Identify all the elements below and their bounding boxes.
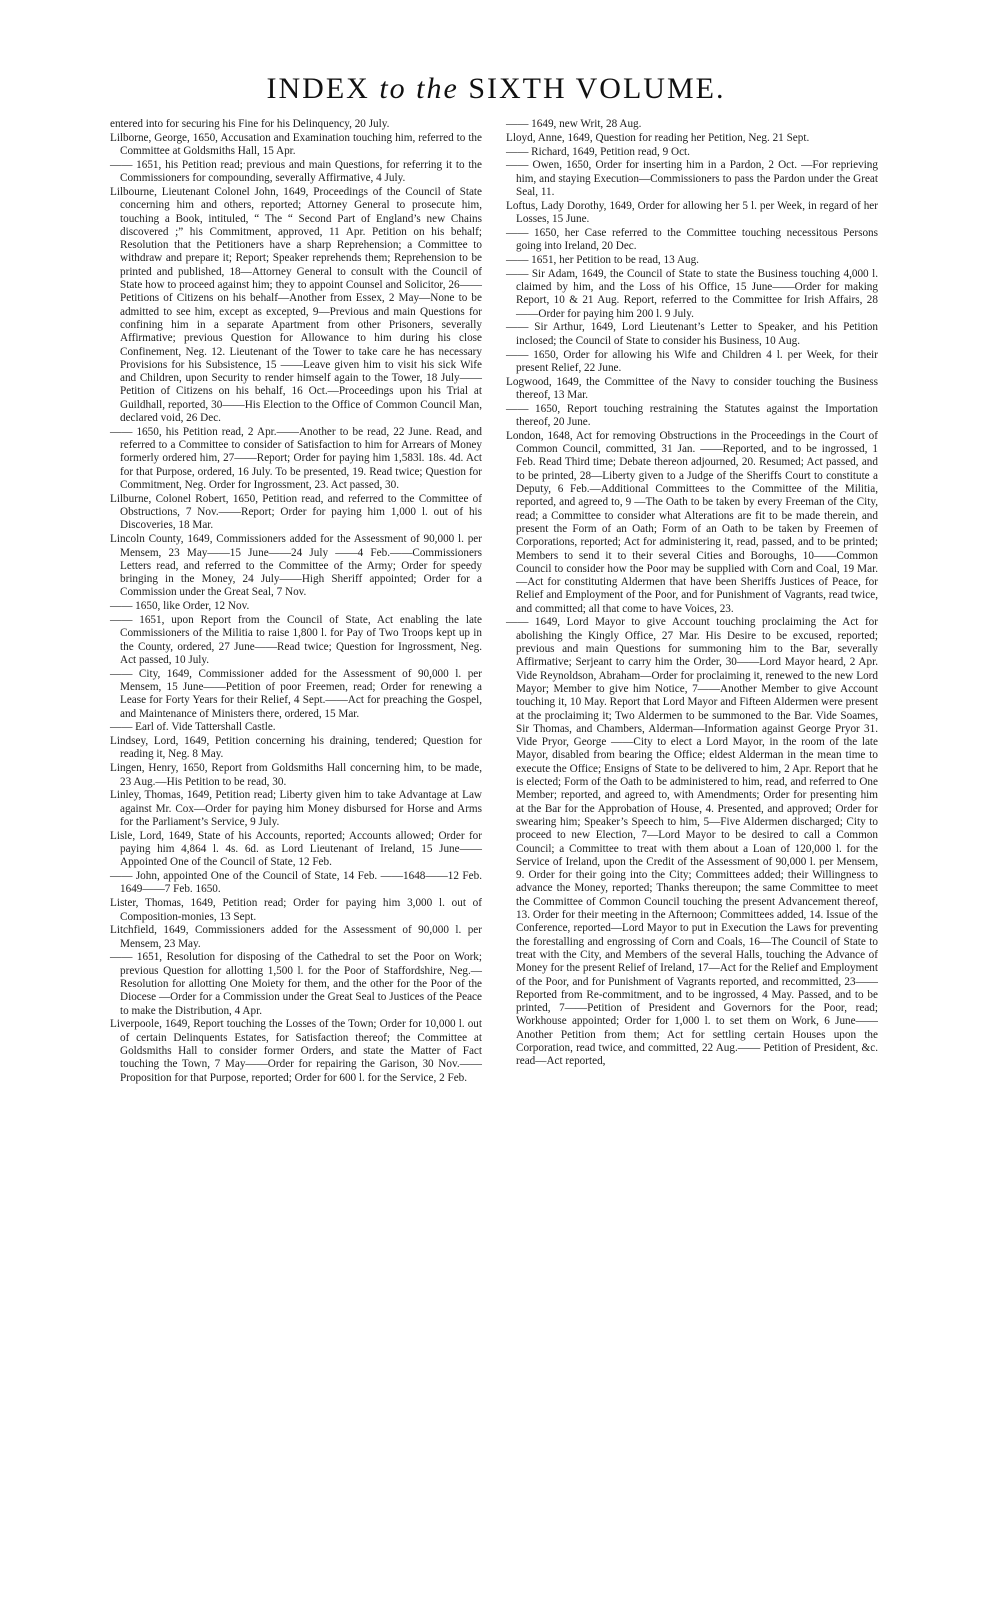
index-entry: Loftus, Lady Dorothy, 1649, Order for allowing her 5 l. per Week, in regard of her Losses, 15 June. <box>506 199 878 226</box>
header-to-the: to the <box>379 72 459 105</box>
index-entry: Lindsey, Lord, 1649, Petition concerning his draining, tendered; Question for reading it, Neg. 8 May. <box>110 735 482 761</box>
index-entry: —— 1650, his Petition read, 2 Apr.——Another to be read, 22 June. Read, and referred to a Committee to consider of Satisfaction to him for Arrears of Money formerly ordered him, 27——Report; Order for paying him 1,583l. 18s. 4d. Act for that Purpose, ordered, 16 July. To be presented, 19. Read twice; Question for Commitment, Neg. Order for Ingrossment, 23. Act passed, 30. <box>110 425 482 492</box>
header-volume: SIXTH VOLUME. <box>468 72 726 105</box>
index-entry: —— 1650, Report touching restraining the Statutes against the Importation thereof, 20 June. <box>506 402 878 429</box>
header-index: INDEX <box>266 72 370 105</box>
index-entry: Logwood, 1649, the Committee of the Navy to consider touching the Business thereof, 13 Mar. <box>506 375 878 401</box>
index-entry: —— 1651, upon Report from the Council of State, Act enabling the late Commissioners of the Militia to raise 1,800 l. for Pay of Two Troops kept up in the County, ordered, 27 June——Read twice; Question for Ingrossment, Neg. Act passed, 10 July. <box>110 613 482 666</box>
index-entry: —— 1651, his Petition read; previous and main Questions, for referring it to the Commissioners for compounding, severally Affirmative, 4 July. <box>110 158 482 185</box>
index-entry: —— Owen, 1650, Order for inserting him in a Pardon, 2 Oct. —For reprieving him, and staying Execution—Commissioners to pass the Pardon under the Great Seal, 11. <box>506 159 878 198</box>
index-entry: —— Earl of. Vide Tattershall Castle. <box>110 721 276 734</box>
index-entry: —— Richard, 1649, Petition read, 9 Oct. <box>506 145 690 158</box>
index-entry: Liverpoole, 1649, Report touching the Losses of the Town; Order for 10,000 l. out of certain Delinquents Estates, for Satisfaction thereof; the Committee at Goldsmiths Hall to consider former Orders, and state the Matter of Fact touching the Town, 7 May——Order for repairing the Garison, 30 Nov.——Proposition for that Purpose, reported; Order for 600 l. for the Service, 2 Feb. <box>110 1018 482 1084</box>
index-entry: —— 1651, her Petition to be read, 13 Aug. <box>506 253 699 266</box>
index-entry: Lilburne, Colonel Robert, 1650, Petition read, and referred to the Committee of Obstructions, 7 Nov.——Report; Order for paying him 1,000 l. out of his Discoveries, 18 Mar. <box>110 492 482 532</box>
index-entry: Linley, Thomas, 1649, Petition read; Liberty given him to take Advantage at Law against Mr. Cox—Order for paying him Money disbursed for Horse and Arms for the Parliament’s Service, 9 July. <box>110 789 482 828</box>
index-entry: —— Sir Arthur, 1649, Lord Lieutenant’s Letter to Speaker, and his Petition inclosed; the Council of State to consider his Business, 10 Aug. <box>506 321 878 347</box>
index-entry: Lilbourne, Lieutenant Colonel John, 1649, Proceedings of the Council of State concerning him and others, reported; Attorney General to prosecute him, touching a Book, intituled, “ The “ Second Part of England’s new Chains discovered ;” his Commitment, approved, 11 Apr. Petition on his behalf; Resolution that the Petitioners have a sharp Reprehension; a Committee to withdraw and prepare it; Report; Speaker reprehends them; Reprehension to be printed and published, 18—Attorney General to consult with the Council of State how to proceed against him; they to appoint Counsel and Solicitor, 26——Petitions of Citizens on his behalf—Another from Essex, 2 May—None to be admitted to see him, except as excepted, 9—Previous and main Questions for confining him in a separate Apartment from other Prisoners, severally Affirmative; previous Question for Allowance to him during his close Confinement, Neg. 12. Lieutenant of the Tower to take care he has necessary Provisions for his Subsistence, 15 ——Leave given him to visit his sick Wife and Children, upon Security to render himself again to the Tower, 18 July——Petition of Citizens on his behalf, 16 Oct.—Proceedings upon his Trial at Guildhall, reported, 30——His Election to the Office of Common Council Man, declared void, 26 Dec. <box>110 185 482 425</box>
left-column <box>110 118 482 1085</box>
index-entry: London, 1648, Act for removing Obstructions in the Proceedings in the Court of Common Council, committed, 31 Jan. ——Reported, and to be ingrossed, 1 Feb. Read Third time; Debate thereon adjourned, 20. Resumed; Act passed, and to be printed, 28—Liberty given to a Judge of the Sheriffs Court to constitute a Deputy, 6 Feb.—Additional Committees to the Committee of the Militia, reported, and agreed to, 9 —The Oath to be taken by every Freeman of the City, read; a Committee to consider what Alterations are fit to be made therein, and present the Form of an Oath; Form of an Oath to be taken by Freemen of Corporations, reported; Act for administering it, read, passed, and to be printed; Members to send it to their several Cities and Boroughs, 10——Common Council to consider how the Poor may be supplied with Corn and Coal, 19 Mar.—Act for constituting Aldermen that have been Sheriffs Justices of Peace, for Relief and Employment of the Poor, and for Punishment of Vagrants, read twice, and committed; all that come to have Voices, 23. <box>506 429 878 615</box>
index-entry: —— John, appointed One of the Council of State, 14 Feb. ——1648——12 Feb. 1649——7 Feb. 1650. <box>110 870 482 896</box>
index-entry: —— 1649, Lord Mayor to give Account touching proclaiming the Act for abolishing the Kingly Office, 27 Mar. His Desire to be excused, reported; previous and main Questions for summoning him to the Bar, severally Affirmative; Serjeant to carry him the Order, 30——Lord Mayor heard, 2 Apr. Vide Reynoldson, Abraham—Order for proclaiming it, renewed to the new Lord Mayor; Member to give him Notice, 7——Another Member to give Account touching it, 10 May. Report that Lord Mayor and Fifteen Aldermen were present at the proclaiming it; Two Aldermen to be summoned to the Bar. Vide Soames, Sir Thomas, and Chambers, Alderman—Information against George Pryor 31. Vide Pryor, George ——City to elect a Lord Mayor, in the room of the late Mayor, disabled from bearing the Office; eldest Alderman in the mean time to execute the Office; Ensigns of State to be delivered to him, 2 Apr. Report that he is elected; Form of the Oath to be administered to him, read, and referred to One Member; reported, and agreed to, with Amendments; Order for presenting him at the Bar for the Approbation of House, 4. Presented, and approved; Order for swearing him; Speaker’s Speech to him, 5—Five Aldermen discharged; City to proceed to new Election, 7—Lord Mayor to be desired to call a Common Council; a Committee to treat with them about a Loan of 120,000 l. for the Service of Ireland, upon the Credit of the Assessment of 90,000 l. per Mensem, 9. Order for their going into the City; Committees added; their Willingness to advance the Money, reported; Thanks thereupon; the same Committee to meet the Committee of Common Council touching the present Advancement thereof, 13. Order for their meeting in the Afternoon; Committees added, 14. Issue of the Conference, reported—Lord Mayor to put in Execution the Laws for preventing the forestalling and engrossing of Corn and Coals, 16—The Council of State to treat with the City, and Members of the several Halls, touching the Advance of Money for the present Relief of Ireland, 17—Act for the Relief and Employment of the Poor, and for Punishment of Vagrants reported, and recommitted, 23——Reported from Re-commitment, and to be ingrossed, 4 May. Passed, and to be printed, 7——Petition of President and Governors for the Poor, read; Workhouse appointed; Order for 1,000 l. to set them on Work, 6 June——Another Petition from them; Act for settling certain Houses upon the Corporation, read twice, and committed, 22 Aug.—— Petition of President, &c. read—Act reported, <box>506 616 878 1068</box>
index-entry: —— 1649, new Writ, 28 Aug. <box>506 118 642 130</box>
index-entry: —— Sir Adam, 1649, the Council of State to state the Business touching 4,000 l. claimed by him, and the Loss of his Office, 15 June——Order for making Report, 10 & 21 Aug. Report, referred to the Committee for Irish Affairs, 28——Order for paying him 200 l. 9 July. <box>506 267 878 320</box>
page-header <box>0 72 992 106</box>
index-entry: Lilborne, George, 1650, Accusation and Examination touching him, referred to the Committee at Goldsmiths Hall, 15 Apr. <box>110 131 482 158</box>
index-entry: —— 1650, like Order, 12 Nov. <box>110 600 250 613</box>
index-entry: Lloyd, Anne, 1649, Question for reading her Petition, Neg. 21 Sept. <box>506 131 810 144</box>
index-entry: —— 1650, Order for allowing his Wife and Children 4 l. per Week, for their present Relief, 22 June. <box>506 348 878 374</box>
index-entry: Lincoln County, 1649, Commissioners added for the Assessment of 90,000 l. per Mensem, 23 May——15 June——24 July ——4 Feb.——Commissioners Letters read, and referred to the Committee of the Army; Order for speedy bringing in the Money, 24 July——High Sheriff appointed; Order for a Commission under the Great Seal, 7 Nov. <box>110 533 482 599</box>
index-entry: Litchfield, 1649, Commissioners added for the Assessment of 90,000 l. per Mensem, 23 May. <box>110 924 482 950</box>
index-entry: Lingen, Henry, 1650, Report from Goldsmiths Hall concerning him, to be made, 23 Aug.—His Petition to be read, 30. <box>110 762 482 788</box>
index-entry: —— 1650, her Case referred to the Committee touching necessitous Persons going into Ireland, 20 Dec. <box>506 226 878 253</box>
index-entry: Lister, Thomas, 1649, Petition read; Order for paying him 3,000 l. out of Composition-monies, 13 Sept. <box>110 897 482 923</box>
index-entry: —— 1651, Resolution for disposing of the Cathedral to set the Poor on Work; previous Question for allotting 1,500 l. for the Poor of Staffordshire, Neg.—Resolution for allotting One Moiety for them, and the other for the Poor of the Diocese —Order for a Commission under the Great Seal to Justices of the Peace to make the Distribution, 4 Apr. <box>110 951 482 1017</box>
index-entry: —— City, 1649, Commissioner added for the Assessment of 90,000 l. per Mensem, 15 June——Petition of poor Freemen, read; Order for renewing a Lease for Forty Years for their Relief, 4 Sept.——Act for preaching the Gospel, and Maintenance of Ministers there, ordered, 15 Mar. <box>110 667 482 720</box>
index-entry: Lisle, Lord, 1649, State of his Accounts, reported; Accounts allowed; Order for paying him 4,864 l. 4s. 6d. as Lord Lieutenant of Ireland, 15 June——Appointed One of the Council of State, 12 Feb. <box>110 829 482 869</box>
index-entry: entered into for securing his Fine for his Delinquency, 20 July. <box>110 118 390 130</box>
right-column <box>506 118 878 1069</box>
